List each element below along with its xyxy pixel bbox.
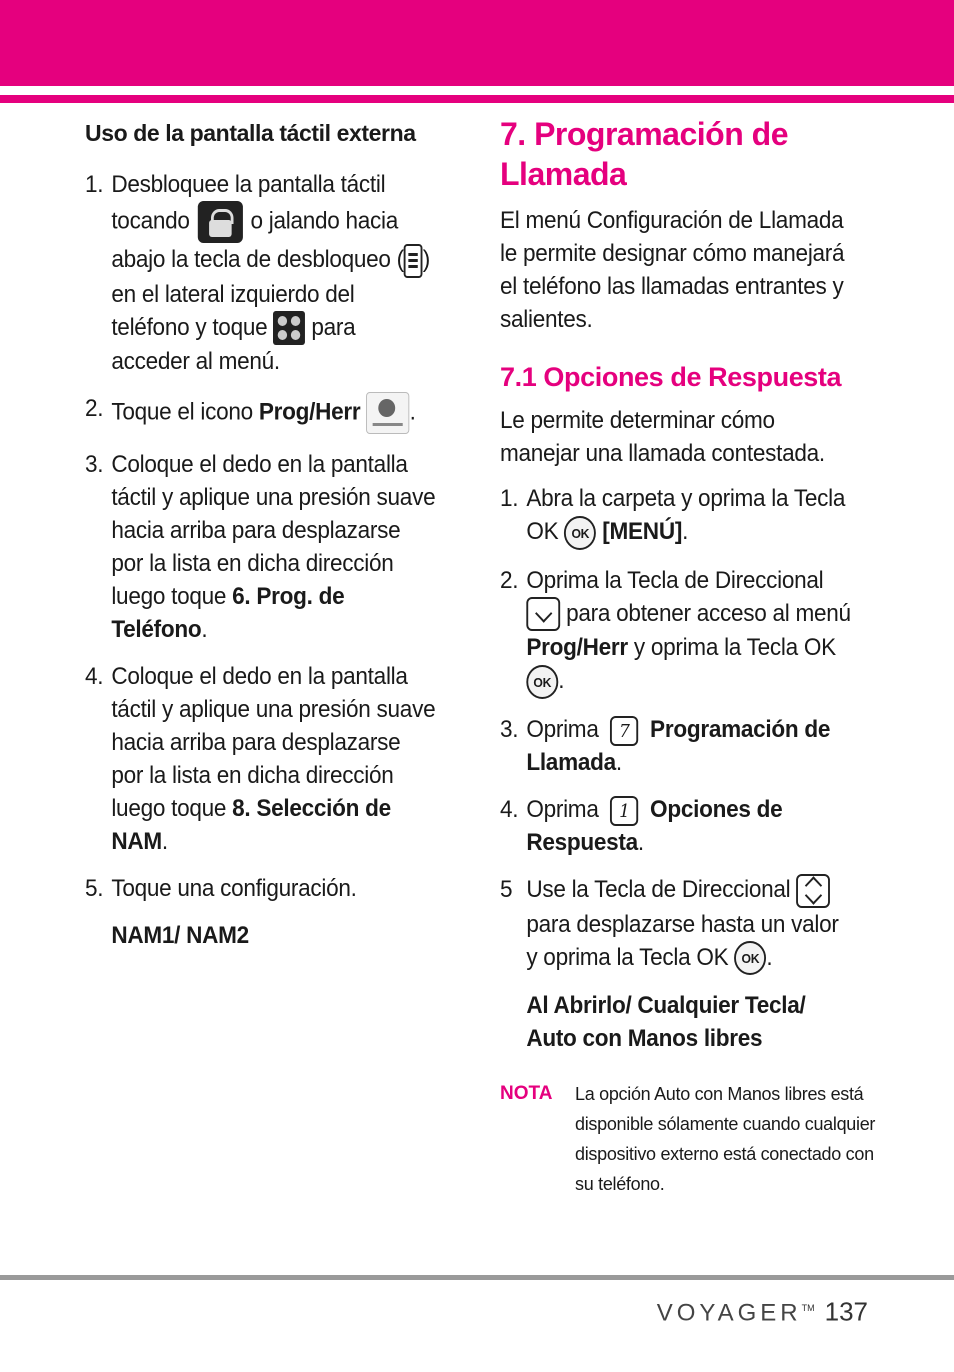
unlock-key-icon (404, 244, 423, 278)
bottom-gray-rule (0, 1275, 954, 1280)
list-item (85, 392, 438, 434)
step-text: Oprima (526, 715, 599, 743)
step-number: 1. (500, 485, 519, 512)
menu-name: Programación de Llamada (526, 715, 831, 776)
direction-key-updown-icon (796, 874, 830, 908)
list-item (500, 564, 855, 699)
list-item (85, 448, 438, 646)
punctuation: . (766, 943, 773, 971)
punctuation: . (637, 828, 644, 856)
punctuation: . (615, 748, 622, 776)
step-text: Coloque el dedo en la pantalla táctil y aplique una presión suave hacia arriba para desplazarse por la lista en dicha dirección luego toque (111, 451, 436, 611)
step-text: Coloque el dedo en la pantalla táctil y aplique una presión suave hacia arriba para desplazarse por la lista en dicha dirección luego toque (111, 663, 436, 823)
settings-tools-icon (366, 392, 409, 434)
punctuation: . (558, 667, 565, 695)
step-text: Abra la carpeta y oprima la Tecla OK (526, 485, 846, 545)
key-7-icon: 7 (610, 716, 638, 746)
punctuation: . (161, 828, 168, 856)
list-item (500, 873, 855, 975)
step-number: 2. (500, 566, 519, 594)
list-item (85, 168, 438, 378)
options-value: NAM1/ NAM2 (111, 922, 249, 950)
punctuation: . (682, 518, 689, 545)
menu-name: 6. Prog. de Teléfono (111, 583, 345, 644)
step-text: o jalando hacia abajo la tecla de desbloqueo ( (111, 207, 404, 273)
step-text: Oprima la Tecla de Direccional (526, 566, 824, 594)
options-value: Al Abrirlo/ Cualquier Tecla/ Auto con Manos libres (526, 992, 806, 1053)
top-magenta-line (0, 95, 954, 103)
ok-key-icon: OK (564, 516, 596, 550)
step-number: 4. (500, 795, 519, 823)
ok-key-icon: OK (734, 941, 766, 975)
step-number: 2. (85, 395, 104, 423)
note-text: La opción Auto con Manos libres está disponible sólamente cuando cualquier dispositivo externo está conectado con su teléfono. (575, 1084, 876, 1195)
menu-name: [MENÚ] (602, 518, 683, 545)
menu-name: Prog/Herr (258, 398, 361, 426)
key-1-icon: 1 (610, 796, 638, 826)
menu-name: Prog/Herr (526, 634, 628, 662)
left-column (85, 110, 460, 952)
step-text: y oprima la Tecla OK (633, 634, 836, 662)
step-number: 3. (85, 451, 104, 479)
list-item (500, 713, 855, 779)
footer (657, 1290, 868, 1332)
page-number: 137 (824, 1296, 868, 1327)
punctuation: . (201, 616, 208, 644)
list-item (85, 660, 438, 858)
step-number: 3. (500, 715, 519, 743)
page-title: 7. Programación de Llamada (500, 116, 788, 192)
step-text: ) en el lateral izquierdo del teléfono y toque (111, 246, 430, 341)
note-block (500, 1079, 878, 1199)
step-text: para obtener acceso al menú (566, 599, 851, 627)
top-magenta-bar (0, 0, 954, 86)
section-heading: Uso de la pantalla táctil externa (85, 120, 416, 146)
step-text: Desbloquee la pantalla táctil tocando (111, 171, 386, 235)
brand-logo: VOYAGER (656, 1299, 802, 1327)
direction-key-down-icon (526, 597, 560, 631)
trademark: TM (801, 1303, 815, 1313)
menu-name: Opciones de Respuesta (526, 795, 783, 856)
step-number: 5 (500, 875, 513, 903)
list-item (500, 482, 855, 550)
punctuation: . (409, 398, 416, 426)
menu-name: 8. Selección de NAM (111, 795, 391, 856)
step-text: Oprima (526, 795, 599, 823)
step-text: Use la Tecla de Direccional (526, 875, 791, 903)
lock-icon (198, 201, 243, 243)
step-text: para desplazarse hasta un valor y oprima la Tecla OK (526, 910, 839, 971)
intro-paragraph: El menú Configuración de Llamada le permite designar cómo manejará el teléfono las llamadas entrantes y salientes. (500, 207, 845, 333)
options-line (500, 989, 855, 1055)
step-number: 4. (85, 663, 104, 691)
subsection-title: 7.1 Opciones de Respuesta (500, 362, 842, 392)
step-number: 5. (85, 875, 104, 903)
right-column (500, 110, 878, 1199)
list-item (500, 793, 855, 859)
step-text: Toque una configuración. (111, 875, 357, 903)
step-text: para acceder al menú. (111, 313, 356, 376)
step-text: Toque el icono (111, 398, 253, 426)
menu-grid-icon (273, 311, 305, 345)
subsection-intro: Le permite determinar cómo manejar una llamada contestada. (500, 407, 825, 467)
ok-key-icon: OK (526, 665, 558, 699)
step-number: 1. (85, 171, 104, 198)
list-item (85, 872, 438, 905)
note-label: NOTA (500, 1083, 553, 1105)
options-line (85, 919, 438, 952)
